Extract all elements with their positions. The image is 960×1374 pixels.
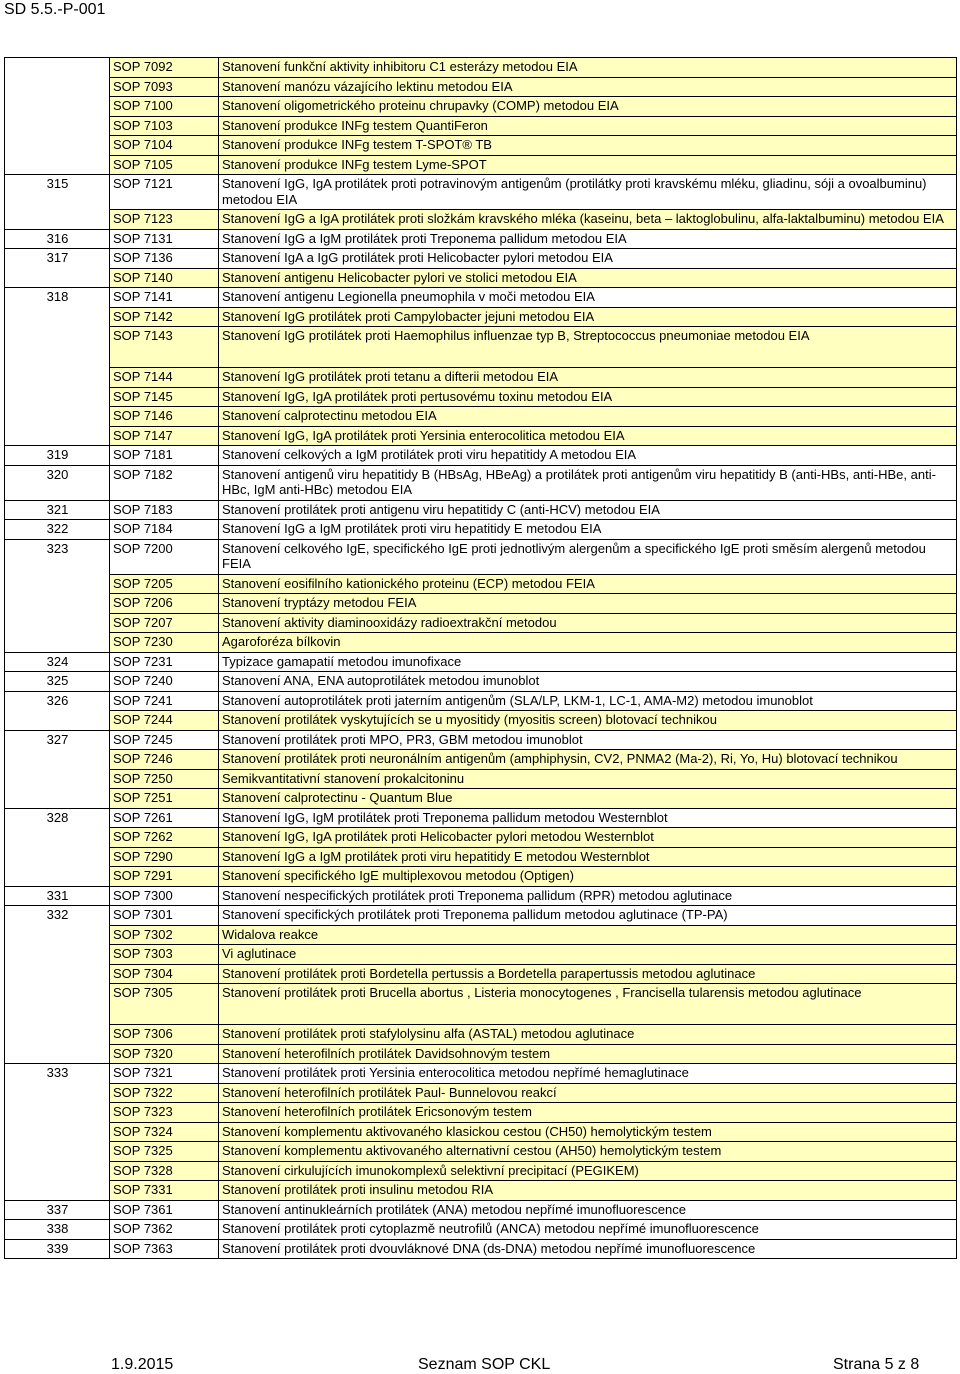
- sop-code: SOP 7231: [110, 652, 219, 672]
- sop-code: SOP 7261: [110, 808, 219, 828]
- row-number: [5, 210, 110, 230]
- row-number: [5, 984, 110, 1025]
- table-row: [5, 520, 957, 540]
- sop-description: Stanovení protilátek proti antigenu viru hepatitidy C (anti-HCV) metodou EIA: [219, 500, 957, 520]
- sop-description: Stanovení IgG, IgM protilátek proti Treponema pallidum metodou Westernblot: [219, 808, 957, 828]
- table-row: [5, 769, 957, 789]
- sop-code: SOP 7200: [110, 539, 219, 574]
- table-row: [5, 175, 957, 210]
- sop-code: SOP 7331: [110, 1181, 219, 1201]
- sop-code: SOP 7123: [110, 210, 219, 230]
- sop-description: Agaroforéza bílkovin: [219, 633, 957, 653]
- table-row: [5, 327, 957, 368]
- sop-description: Stanovení celkových a IgM protilátek proti viru hepatitidy A metodou EIA: [219, 446, 957, 466]
- sop-description: Stanovení produkce INFg testem T-SPOT® TB: [219, 136, 957, 156]
- sop-code: SOP 7323: [110, 1103, 219, 1123]
- row-number: 325: [5, 672, 110, 692]
- sop-code: SOP 7328: [110, 1161, 219, 1181]
- sop-description: Stanovení IgG, IgA protilátek proti pertusovému toxinu metodou EIA: [219, 387, 957, 407]
- sop-description: Stanovení cirkulujících imunokomplexů selektivní precipitací (PEGIKEM): [219, 1161, 957, 1181]
- sop-code: SOP 7300: [110, 886, 219, 906]
- row-number: [5, 1161, 110, 1181]
- table-row: [5, 672, 957, 692]
- table-row: [5, 446, 957, 466]
- row-number: [5, 1083, 110, 1103]
- row-number: [5, 828, 110, 848]
- row-number: [5, 867, 110, 887]
- row-number: [5, 268, 110, 288]
- sop-code: SOP 7302: [110, 925, 219, 945]
- sop-code: SOP 7147: [110, 426, 219, 446]
- sop-code: SOP 7301: [110, 906, 219, 926]
- sop-code: SOP 7105: [110, 155, 219, 175]
- sop-code: SOP 7184: [110, 520, 219, 540]
- table-row: [5, 711, 957, 731]
- sop-code: SOP 7205: [110, 574, 219, 594]
- row-number: 333: [5, 1064, 110, 1084]
- sop-code: SOP 7322: [110, 1083, 219, 1103]
- row-number: 316: [5, 229, 110, 249]
- table-row: [5, 249, 957, 269]
- row-number: [5, 1044, 110, 1064]
- sop-description: Stanovení protilátek vyskytujících se u myositidy (myositis screen) blotovací technikou: [219, 711, 957, 731]
- table-row: [5, 964, 957, 984]
- sop-code: SOP 7092: [110, 58, 219, 78]
- row-number: 332: [5, 906, 110, 926]
- sop-code: SOP 7146: [110, 407, 219, 427]
- row-number: 328: [5, 808, 110, 828]
- row-number: 321: [5, 500, 110, 520]
- sop-description: Stanovení antigenů viru hepatitidy B (HBsAg, HBeAg) a protilátek proti antigenům viru hepatitidy B (anti-HBs, anti-HBe, anti-HBc, IgM anti-HBc) metodou EIA: [219, 465, 957, 500]
- sop-description: Stanovení heterofilních protilátek Ericsonovým testem: [219, 1103, 957, 1123]
- sop-description: Stanovení produkce INFg testem Lyme-SPOT: [219, 155, 957, 175]
- row-number: [5, 1142, 110, 1162]
- sop-code: SOP 7206: [110, 594, 219, 614]
- sop-description: Stanovení produkce INFg testem QuantiFeron: [219, 116, 957, 136]
- table-row: [5, 210, 957, 230]
- sop-description: Stanovení calprotectinu - Quantum Blue: [219, 789, 957, 809]
- sop-code: SOP 7362: [110, 1220, 219, 1240]
- sop-description: Stanovení IgG, IgA protilátek proti potravinovým antigenům (protilátky proti kravskému mléku, gliadinu, sóji a ovoalbuminu) metodou EIA: [219, 175, 957, 210]
- sop-description: Vi aglutinace: [219, 945, 957, 965]
- sop-description: Widalova reakce: [219, 925, 957, 945]
- sop-code: SOP 7241: [110, 691, 219, 711]
- sop-code: SOP 7251: [110, 789, 219, 809]
- row-number: [5, 1025, 110, 1045]
- sop-table: [4, 57, 957, 1259]
- table-row: [5, 1025, 957, 1045]
- sop-code: SOP 7093: [110, 77, 219, 97]
- table-row: [5, 465, 957, 500]
- sop-description: Stanovení nespecifických protilátek proti Treponema pallidum (RPR) metodou aglutinace: [219, 886, 957, 906]
- row-number: 331: [5, 886, 110, 906]
- table-row: [5, 1181, 957, 1201]
- sop-code: SOP 7303: [110, 945, 219, 965]
- sop-description: Stanovení protilátek proti dvouvláknové DNA (ds-DNA) metodou nepřímé imunofluorescence: [219, 1239, 957, 1259]
- table-row: [5, 288, 957, 308]
- sop-description: Stanovení IgG protilátek proti Campylobacter jejuni metodou EIA: [219, 307, 957, 327]
- sop-description: Stanovení protilátek proti MPO, PR3, GBM metodou imunoblot: [219, 730, 957, 750]
- row-number: [5, 368, 110, 388]
- sop-description: Stanovení manózu vázajícího lektinu metodou EIA: [219, 77, 957, 97]
- row-number: [5, 711, 110, 731]
- row-number: [5, 307, 110, 327]
- sop-description: Stanovení IgG a IgA protilátek proti složkám kravského mléka (kaseinu, beta – laktoglobulinu, alfa-laktalbuminu) metodou EIA: [219, 210, 957, 230]
- sop-code: SOP 7244: [110, 711, 219, 731]
- sop-description: Stanovení protilátek proti insulinu metodou RIA: [219, 1181, 957, 1201]
- table-row: [5, 613, 957, 633]
- sop-code: SOP 7181: [110, 446, 219, 466]
- table-row: [5, 886, 957, 906]
- row-number: 339: [5, 1239, 110, 1259]
- sop-code: SOP 7142: [110, 307, 219, 327]
- sop-description: Stanovení specifických protilátek proti Treponema pallidum metodou aglutinace (TP-PA): [219, 906, 957, 926]
- table-row: [5, 387, 957, 407]
- sop-code: SOP 7144: [110, 368, 219, 388]
- sop-code: SOP 7321: [110, 1064, 219, 1084]
- sop-description: Stanovení funkční aktivity inhibitoru C1 esterázy metodou EIA: [219, 58, 957, 78]
- table-row: [5, 97, 957, 117]
- sop-code: SOP 7245: [110, 730, 219, 750]
- footer-page-number: Strana 5 z 8: [833, 1356, 920, 1373]
- sop-description: Stanovení protilátek proti neuronálním antigenům (amphiphysin, CV2, PNMA2 (Ma-2), Ri, Yo, Hu) blotovací technikou: [219, 750, 957, 770]
- sop-code: SOP 7141: [110, 288, 219, 308]
- sop-code: SOP 7182: [110, 465, 219, 500]
- table-row: [5, 1142, 957, 1162]
- row-number: [5, 633, 110, 653]
- row-number: [5, 426, 110, 446]
- row-number: 327: [5, 730, 110, 750]
- row-number: [5, 594, 110, 614]
- row-number: [5, 945, 110, 965]
- document-code: SD 5.5.-P-001: [4, 1, 106, 18]
- table-row: [5, 828, 957, 848]
- sop-code: SOP 7324: [110, 1122, 219, 1142]
- sop-code: SOP 7145: [110, 387, 219, 407]
- sop-table-body: [5, 58, 957, 1259]
- row-number: [5, 925, 110, 945]
- table-row: [5, 1083, 957, 1103]
- table-row: [5, 500, 957, 520]
- sop-description: Stanovení celkového IgE, specifického IgE proti jednotlivým alergenům a specifického IgE proti směsím alergenů metodou FEIA: [219, 539, 957, 574]
- row-number: 320: [5, 465, 110, 500]
- sop-code: SOP 7290: [110, 847, 219, 867]
- sop-description: Stanovení IgG a IgM protilátek proti viru hepatitidy E metodou EIA: [219, 520, 957, 540]
- sop-code: SOP 7246: [110, 750, 219, 770]
- sop-description: Stanovení protilátek proti cytoplazmě neutrofilů (ANCA) metodou nepřímé imunofluorescence: [219, 1220, 957, 1240]
- sop-code: SOP 7207: [110, 613, 219, 633]
- row-number: 324: [5, 652, 110, 672]
- table-row: [5, 594, 957, 614]
- row-number: [5, 574, 110, 594]
- table-row: [5, 1044, 957, 1064]
- row-number: 338: [5, 1220, 110, 1240]
- sop-code: SOP 7103: [110, 116, 219, 136]
- table-row: [5, 136, 957, 156]
- sop-code: SOP 7104: [110, 136, 219, 156]
- row-number: [5, 789, 110, 809]
- footer-date: 1.9.2015: [111, 1356, 174, 1373]
- sop-code: SOP 7131: [110, 229, 219, 249]
- sop-code: SOP 7262: [110, 828, 219, 848]
- sop-code: SOP 7320: [110, 1044, 219, 1064]
- sop-description: Stanovení protilátek proti stafylolysinu alfa (ASTAL) metodou aglutinace: [219, 1025, 957, 1045]
- sop-code: SOP 7305: [110, 984, 219, 1025]
- sop-description: Stanovení IgG, IgA protilátek proti Helicobacter pylori metodou Westernblot: [219, 828, 957, 848]
- sop-description: Stanovení antinukleárních protilátek (ANA) metodou nepřímé imunofluorescence: [219, 1200, 957, 1220]
- table-row: [5, 574, 957, 594]
- sop-code: SOP 7121: [110, 175, 219, 210]
- table-row: [5, 847, 957, 867]
- table-row: [5, 539, 957, 574]
- table-row: [5, 633, 957, 653]
- row-number: 326: [5, 691, 110, 711]
- table-row: [5, 652, 957, 672]
- row-number: 315: [5, 175, 110, 210]
- sop-description: Stanovení antigenu Legionella pneumophila v moči metodou EIA: [219, 288, 957, 308]
- sop-description: Stanovení ANA, ENA autoprotilátek metodou imunoblot: [219, 672, 957, 692]
- row-number: 318: [5, 288, 110, 308]
- table-row: [5, 789, 957, 809]
- sop-description: Stanovení aktivity diaminooxidázy radioextrakční metodou: [219, 613, 957, 633]
- table-row: [5, 808, 957, 828]
- table-row: [5, 407, 957, 427]
- table-row: [5, 1239, 957, 1259]
- table-row: [5, 1103, 957, 1123]
- sop-code: SOP 7361: [110, 1200, 219, 1220]
- table-row: [5, 229, 957, 249]
- sop-code: SOP 7100: [110, 97, 219, 117]
- sop-code: SOP 7143: [110, 327, 219, 368]
- row-number: 337: [5, 1200, 110, 1220]
- sop-description: Stanovení IgG protilátek proti Haemophilus influenzae typ B, Streptococcus pneumoniae metodou EIA: [219, 327, 957, 368]
- row-number: [5, 58, 110, 78]
- table-row: [5, 906, 957, 926]
- sop-description: Stanovení protilátek proti Brucella abortus , Listeria monocytogenes , Francisella tularensis metodou aglutinace: [219, 984, 957, 1025]
- row-number: [5, 155, 110, 175]
- sop-description: Stanovení antigenu Helicobacter pylori ve stolici metodou EIA: [219, 268, 957, 288]
- sop-description: Stanovení autoprotilátek proti jaterním antigenům (SLA/LP, LKM-1, LC-1, AMA-M2) metodou imunoblot: [219, 691, 957, 711]
- sop-description: Stanovení eosifilního kationického proteinu (ECP) metodou FEIA: [219, 574, 957, 594]
- sop-code: SOP 7250: [110, 769, 219, 789]
- row-number: [5, 77, 110, 97]
- table-row: [5, 730, 957, 750]
- row-number: [5, 847, 110, 867]
- table-row: [5, 984, 957, 1025]
- sop-code: SOP 7183: [110, 500, 219, 520]
- row-number: [5, 327, 110, 368]
- footer-title: Seznam SOP CKL: [418, 1356, 551, 1373]
- table-row: [5, 1161, 957, 1181]
- row-number: 317: [5, 249, 110, 269]
- table-row: [5, 1220, 957, 1240]
- sop-code: SOP 7136: [110, 249, 219, 269]
- sop-code: SOP 7325: [110, 1142, 219, 1162]
- table-row: [5, 77, 957, 97]
- sop-description: Stanovení tryptázy metodou FEIA: [219, 594, 957, 614]
- sop-code: SOP 7363: [110, 1239, 219, 1259]
- sop-code: SOP 7306: [110, 1025, 219, 1045]
- sop-description: Stanovení IgG a IgM protilátek proti viru hepatitidy E metodou Westernblot: [219, 847, 957, 867]
- sop-description: Stanovení calprotectinu metodou EIA: [219, 407, 957, 427]
- row-number: [5, 769, 110, 789]
- sop-code: SOP 7140: [110, 268, 219, 288]
- row-number: [5, 1103, 110, 1123]
- table-row: [5, 426, 957, 446]
- table-row: [5, 368, 957, 388]
- table-row: [5, 867, 957, 887]
- sop-description: Stanovení komplementu aktivovaného alternativní cestou (AH50) hemolytickým testem: [219, 1142, 957, 1162]
- row-number: [5, 116, 110, 136]
- table-row: [5, 116, 957, 136]
- row-number: 322: [5, 520, 110, 540]
- table-row: [5, 750, 957, 770]
- table-row: [5, 1064, 957, 1084]
- table-row: [5, 691, 957, 711]
- table-row: [5, 307, 957, 327]
- table-row: [5, 1122, 957, 1142]
- table-row: [5, 58, 957, 78]
- sop-description: Stanovení specifického IgE multiplexovou metodou (Optigen): [219, 867, 957, 887]
- sop-code: SOP 7291: [110, 867, 219, 887]
- row-number: [5, 613, 110, 633]
- sop-code: SOP 7240: [110, 672, 219, 692]
- row-number: [5, 136, 110, 156]
- sop-description: Stanovení IgG a IgM protilátek proti Treponema pallidum metodou EIA: [219, 229, 957, 249]
- sop-description: Stanovení heterofilních protilátek Paul- Bunnelovou reakcí: [219, 1083, 957, 1103]
- sop-description: Stanovení heterofilních protilátek Davidsohnovým testem: [219, 1044, 957, 1064]
- row-number: [5, 387, 110, 407]
- sop-code: SOP 7230: [110, 633, 219, 653]
- table-row: [5, 925, 957, 945]
- row-number: [5, 1181, 110, 1201]
- sop-description: Stanovení IgA a IgG protilátek proti Helicobacter pylori metodou EIA: [219, 249, 957, 269]
- sop-description: Stanovení komplementu aktivovaného klasickou cestou (CH50) hemolytickým testem: [219, 1122, 957, 1142]
- sop-description: Stanovení IgG, IgA protilátek proti Yersinia enterocolitica metodou EIA: [219, 426, 957, 446]
- row-number: [5, 407, 110, 427]
- row-number: [5, 750, 110, 770]
- table-row: [5, 155, 957, 175]
- row-number: 319: [5, 446, 110, 466]
- sop-description: Stanovení oligometrického proteinu chrupavky (COMP) metodou EIA: [219, 97, 957, 117]
- row-number: [5, 1122, 110, 1142]
- row-number: [5, 97, 110, 117]
- sop-code: SOP 7304: [110, 964, 219, 984]
- sop-description: Stanovení IgG protilátek proti tetanu a difterii metodou EIA: [219, 368, 957, 388]
- sop-description: Stanovení protilátek proti Bordetella pertussis a Bordetella parapertussis metodou aglutinace: [219, 964, 957, 984]
- table-row: [5, 945, 957, 965]
- sop-description: Typizace gamapatií metodou imunofixace: [219, 652, 957, 672]
- sop-description: Semikvantitativní stanovení prokalcitoninu: [219, 769, 957, 789]
- sop-description: Stanovení protilátek proti Yersinia enterocolitica metodou nepřímé hemaglutinace: [219, 1064, 957, 1084]
- row-number: 323: [5, 539, 110, 574]
- table-row: [5, 268, 957, 288]
- row-number: [5, 964, 110, 984]
- table-row: [5, 1200, 957, 1220]
